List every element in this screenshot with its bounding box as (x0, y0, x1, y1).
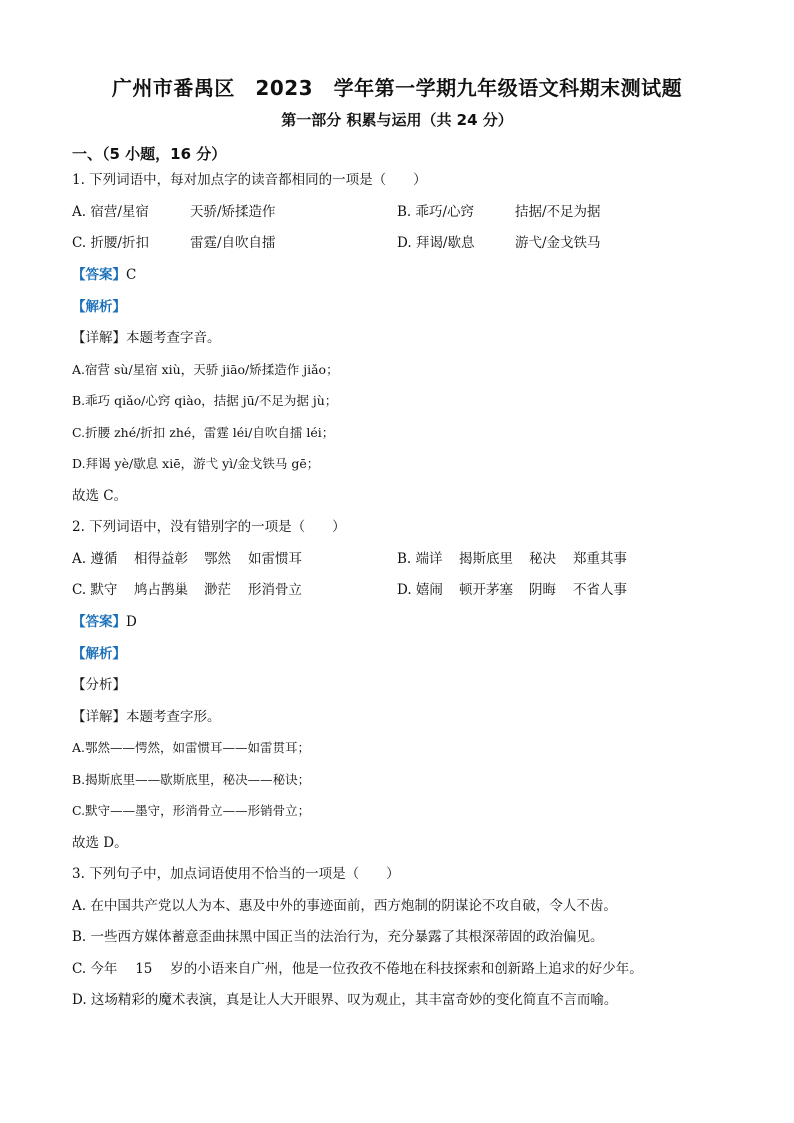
q1-analysis (72, 298, 126, 316)
q1-option-d-word1: D. 拜谒/歇息 (397, 235, 475, 251)
q2-option-d (397, 581, 627, 599)
q2-option-c-word4: 形消骨立 (248, 582, 302, 598)
q2-stem: 2. 下列词语中，没有错别字的一项是（ ） (72, 519, 346, 535)
q1-option-b-word2: 拮据/不足为据 (515, 204, 601, 220)
q1-option-a (72, 203, 276, 221)
q2-option-a-word1: A. 遵循 (72, 551, 118, 567)
q1-option-a-word2: 天骄/矫揉造作 (190, 204, 276, 220)
q2-detail-tag: 【详解】 (72, 709, 126, 725)
q1-conclusion: 故选 C。 (72, 488, 128, 504)
q2-option-d-word3: 阴晦 (529, 582, 556, 598)
q2-option-b-word4: 郑重其事 (573, 551, 627, 567)
q2-answer-value: D (126, 614, 137, 630)
q3-option-b: B. 一些西方媒体蓄意歪曲抹黑中国正当的法治行为，充分暴露了其根深蒂固的政治偏见。 (72, 929, 604, 945)
q2-option-d-word1: D. 嬉闹 (397, 582, 443, 598)
q2-analysis (72, 645, 126, 663)
q1-explanation-line: D.拜谒 yè/歇息 xiē，游弋 yì/金戈铁马 gē； (72, 456, 320, 471)
q1-answer (72, 266, 136, 284)
q2-fenxi-tag: 【分析】 (72, 677, 126, 693)
q2-explanation-line: C.默守——墨守，形消骨立——形销骨立； (72, 803, 311, 818)
q2-option-b (397, 550, 627, 568)
q1-option-b (397, 203, 601, 221)
q2-option-b-word1: B. 端详 (397, 551, 443, 567)
q3-option-d: D. 这场精彩的魔术表演，真是让人大开眼界、叹为观止，其丰富奇妙的变化简直不言而喻。 (72, 992, 618, 1008)
q2-conclusion: 故选 D。 (72, 835, 128, 851)
q1-option-c (72, 234, 276, 252)
q2-option-c-word2: 鸠占鹊巢 (134, 582, 188, 598)
q1-stem: 1. 下列词语中，每对加点字的读音都相同的一项是（ ） (72, 172, 427, 188)
q2-explanation-line: B.揭斯底里——歇斯底里，秘决——秘诀； (72, 772, 311, 787)
q2-detail (72, 708, 221, 726)
q2-option-a-word4: 如雷惯耳 (248, 551, 302, 567)
q1-detail-tag: 【详解】 (72, 330, 126, 346)
q3-option-a: A. 在中国共产党以人为本、惠及中外的事迹面前，西方炮制的阴谋论不攻自破，令人不齿。 (72, 898, 617, 914)
q1-explanation-line: C.折腰 zhé/折扣 zhé，雷霆 léi/自吹自擂 léi； (72, 425, 335, 440)
q2-option-a-word2: 相得益彰 (134, 551, 188, 567)
q2-option-d-word2: 顿开茅塞 (459, 582, 513, 598)
q1-analysis-tag: 【解析】 (72, 299, 126, 315)
q2-detail-text: 本题考查字形。 (126, 709, 221, 725)
page-title: 广州市番禺区 2023 学年第一学期九年级语文科期末测试题 (111, 76, 683, 100)
q2-option-b-word2: 揭斯底里 (459, 551, 513, 567)
q1-explanation-line: A.宿营 sù/星宿 xiù，天骄 jiāo/矫揉造作 jiǎo； (72, 362, 339, 377)
q1-answer-tag: 【答案】 (72, 267, 126, 283)
q1-option-d (397, 234, 601, 252)
q3-option-c: C. 今年 15 岁的小语来自广州，他是一位孜孜不倦地在科技探索和创新路上追求的好少年。 (72, 961, 643, 977)
page-subtitle: 第一部分 积累与运用（共 24 分） (281, 111, 513, 129)
q1-detail-text: 本题考查字音。 (126, 330, 221, 346)
q3-stem: 3. 下列句子中，加点词语使用不恰当的一项是（ ） (72, 866, 400, 882)
q2-option-a (72, 550, 302, 568)
q2-explanation-line: A.鄂然——愕然，如雷惯耳——如雷贯耳； (72, 740, 311, 755)
q1-option-c-word2: 雷霆/自吹自擂 (190, 235, 276, 251)
q2-option-b-word3: 秘决 (529, 551, 556, 567)
q2-option-c-word1: C. 默守 (72, 582, 118, 598)
q1-option-b-word1: B. 乖巧/心窍 (397, 204, 475, 220)
q1-option-d-word2: 游弋/金戈铁马 (515, 235, 601, 251)
q1-detail (72, 329, 221, 347)
q2-option-c-word3: 渺茫 (204, 582, 231, 598)
section-heading: 一、（5 小题，16 分） (72, 145, 227, 163)
q2-option-c (72, 581, 302, 599)
q1-option-a-word1: A. 宿营/星宿 (72, 204, 149, 220)
q2-option-d-word4: 不省人事 (573, 582, 627, 598)
q2-answer-tag: 【答案】 (72, 614, 126, 630)
q2-option-a-word3: 鄂然 (204, 551, 231, 567)
q2-fenxi (72, 676, 126, 694)
q1-answer-value: C (126, 267, 137, 283)
q2-answer (72, 613, 137, 631)
q1-option-c-word1: C. 折腰/折扣 (72, 235, 149, 251)
q1-explanation-line: B.乖巧 qiǎo/心窍 qiào，拮据 jū/不足为据 jù； (72, 393, 338, 408)
q2-analysis-tag: 【解析】 (72, 646, 126, 662)
